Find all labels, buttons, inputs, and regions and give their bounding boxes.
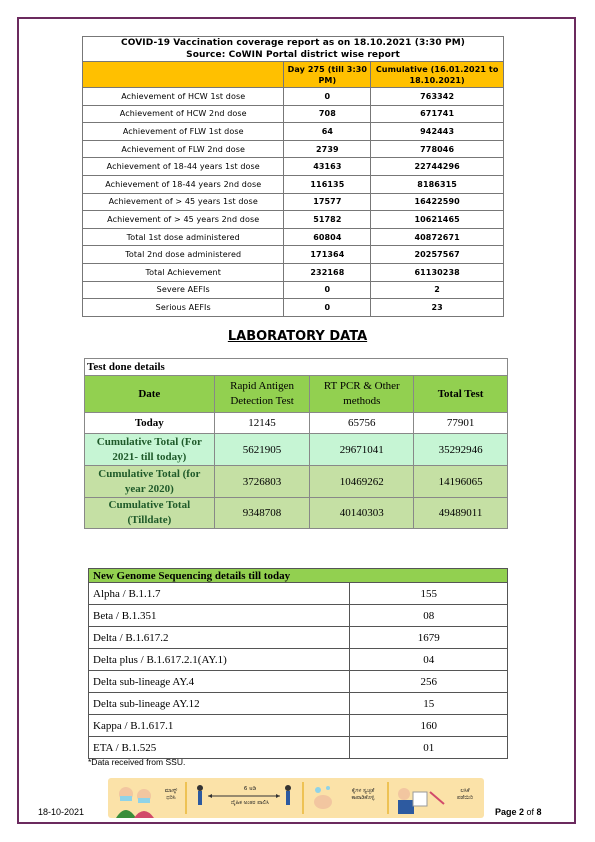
vaccination-row-cumulative: 2: [371, 281, 504, 299]
genome-table: [88, 568, 508, 759]
vaccination-row: [83, 193, 504, 211]
lab-row-cumulative-2020: [85, 466, 508, 498]
vaccination-row-label: Achievement of > 45 years 1st dose: [83, 193, 284, 211]
vaccination-row-cumulative: 10621465: [371, 211, 504, 229]
banner-text-vaccine: ಲಸಿಕೆ ಪಡೆಯಿರಿ: [456, 788, 474, 801]
lab-cell-date: Cumulative Total (Tilldate): [85, 498, 215, 529]
lab-table: [84, 358, 508, 529]
genome-variant-count: 1679: [350, 627, 508, 649]
vaccination-row-day: 2739: [284, 140, 371, 158]
vaccination-row-label: Achievement of 18-44 years 1st dose: [83, 158, 284, 176]
genome-row: [89, 649, 508, 671]
vaccination-row: [83, 158, 504, 176]
lab-cell-rtpcr: 40140303: [310, 498, 414, 529]
vaccination-row-label: Achievement of HCW 1st dose: [83, 88, 284, 106]
vaccination-row-cumulative: 23: [371, 299, 504, 317]
vaccination-row-label: Achievement of 18-44 years 2nd dose: [83, 175, 284, 193]
genome-heading: New Genome Sequencing details till today: [89, 569, 508, 583]
genome-row: [89, 605, 508, 627]
vaccination-row-cumulative: 22744296: [371, 158, 504, 176]
genome-variant-name: Beta / B.1.351: [89, 605, 350, 627]
genome-variant-count: 08: [350, 605, 508, 627]
banner-text-hygiene: ಕೈಗಳ ಸ್ವಚ್ಛತೆ ಕಾಪಾಡಿಕೊಳ್ಳಿ: [351, 788, 375, 801]
lab-cell-total: 49489011: [414, 498, 508, 529]
vaccination-row-cumulative: 20257567: [371, 246, 504, 264]
vaccination-row-day: 0: [284, 88, 371, 106]
genome-row: [89, 583, 508, 605]
vaccine-icon: [398, 788, 444, 814]
genome-variant-name: Delta sub-lineage AY.12: [89, 693, 350, 715]
vaccination-header-cumulative: Cumulative (16.01.2021 to 18.10.2021): [371, 62, 504, 88]
vaccination-row: [83, 246, 504, 264]
vaccination-row-cumulative: 8186315: [371, 175, 504, 193]
lab-caption: Test done details: [85, 359, 508, 376]
handwash-icon: [314, 786, 332, 809]
genome-variant-count: 256: [350, 671, 508, 693]
genome-header-row: [89, 569, 508, 583]
vaccination-row: [83, 263, 504, 281]
vaccination-row-day: 171364: [284, 246, 371, 264]
vaccination-row-day: 116135: [284, 175, 371, 193]
lab-cell-rat: 12145: [214, 413, 310, 434]
vaccination-row-label: Total Achievement: [83, 263, 284, 281]
lab-row-cumulative-2021: [85, 434, 508, 466]
vaccination-row-cumulative: 61130238: [371, 263, 504, 281]
vaccination-row-cumulative: 671741: [371, 105, 504, 123]
vaccination-row-label: Achievement of HCW 2nd dose: [83, 105, 284, 123]
lab-row-today: [85, 413, 508, 434]
lab-cell-date: Cumulative Total (for year 2020): [85, 466, 215, 498]
vaccination-row: [83, 140, 504, 158]
lab-header-rtpcr: RT PCR & Other methods: [310, 376, 414, 413]
vaccination-row-day: 64: [284, 123, 371, 141]
vaccination-row: [83, 88, 504, 106]
vaccination-row: [83, 228, 504, 246]
vaccination-row-label: Total 2nd dose administered: [83, 246, 284, 264]
vaccination-header-day: Day 275 (till 3:30 PM): [284, 62, 371, 88]
genome-variant-count: 04: [350, 649, 508, 671]
genome-variant-count: 155: [350, 583, 508, 605]
genome-variant-name: ETA / B.1.525: [89, 737, 350, 759]
genome-row: [89, 715, 508, 737]
vaccination-row-label: Serious AEFIs: [83, 299, 284, 317]
genome-variant-name: Delta plus / B.1.617.2.1(AY.1): [89, 649, 350, 671]
vaccination-row-day: 51782: [284, 211, 371, 229]
vaccination-table: [82, 36, 504, 317]
footer-date: 18-10-2021: [38, 807, 85, 817]
lab-row-cumulative-tilldate: [85, 498, 508, 529]
data-note: *Data received from SSU.: [88, 757, 186, 767]
vaccination-title: COVID-19 Vaccination coverage report as on 18.10.2021 (3:30 PM): [121, 38, 465, 48]
lab-header-row: [85, 376, 508, 413]
banner-text-distance: 6 ಅಡಿ ದೈಹಿಕ ಅಂತರ ಪಾಲಿಸಿ: [230, 786, 270, 806]
vaccination-row-label: Achievement of FLW 1st dose: [83, 123, 284, 141]
vaccination-row-cumulative: 778046: [371, 140, 504, 158]
vaccination-header-blank: [83, 62, 284, 88]
vaccination-row-day: 0: [284, 299, 371, 317]
genome-row: [89, 671, 508, 693]
banner-text-mask: ಮಾಸ್ಕ್ ಧರಿಸಿ: [164, 788, 178, 801]
vaccination-row-label: Achievement of FLW 2nd dose: [83, 140, 284, 158]
genome-variant-name: Alpha / B.1.1.7: [89, 583, 350, 605]
vaccination-row-cumulative: 40872671: [371, 228, 504, 246]
lab-cell-rtpcr: 29671041: [310, 434, 414, 466]
vaccination-row-label: Achievement of > 45 years 2nd dose: [83, 211, 284, 229]
genome-variant-count: 160: [350, 715, 508, 737]
lab-cell-total: 77901: [414, 413, 508, 434]
genome-variant-name: Delta / B.1.617.2: [89, 627, 350, 649]
vaccination-title-row: [83, 37, 504, 62]
genome-variant-count: 15: [350, 693, 508, 715]
vaccination-row-day: 60804: [284, 228, 371, 246]
vaccination-row-day: 43163: [284, 158, 371, 176]
lab-cell-date: Cumulative Total (For 2021- till today): [85, 434, 215, 466]
vaccination-row-day: 0: [284, 281, 371, 299]
lab-cell-rat: 3726803: [214, 466, 310, 498]
footer-page-number: Page 2 of 8: [495, 807, 542, 817]
lab-header-total: Total Test: [414, 376, 508, 413]
vaccination-source: Source: CoWIN Portal district wise report: [186, 50, 400, 60]
vaccination-row-label: Total 1st dose administered: [83, 228, 284, 246]
lab-cell-total: 14196065: [414, 466, 508, 498]
vaccination-row: [83, 299, 504, 317]
awareness-banner: [108, 778, 484, 818]
lab-heading: LABORATORY DATA: [227, 329, 368, 344]
genome-variant-name: Kappa / B.1.617.1: [89, 715, 350, 737]
masked-people-icon: [116, 787, 154, 818]
vaccination-row-day: 17577: [284, 193, 371, 211]
lab-header-rat: Rapid Antigen Detection Test: [214, 376, 310, 413]
vaccination-header-row: [83, 62, 504, 88]
vaccination-row-day: 708: [284, 105, 371, 123]
genome-row: [89, 737, 508, 759]
lab-cell-rat: 9348708: [214, 498, 310, 529]
vaccination-row: [83, 123, 504, 141]
lab-cell-rat: 5621905: [214, 434, 310, 466]
vaccination-row: [83, 175, 504, 193]
vaccination-row: [83, 105, 504, 123]
lab-header-date: Date: [85, 376, 215, 413]
lab-cell-date: Today: [85, 413, 215, 434]
vaccination-row-day: 232168: [284, 263, 371, 281]
lab-cell-rtpcr: 10469262: [310, 466, 414, 498]
vaccination-row-cumulative: 16422590: [371, 193, 504, 211]
genome-variant-count: 01: [350, 737, 508, 759]
genome-row: [89, 627, 508, 649]
genome-variant-name: Delta sub-lineage AY.4: [89, 671, 350, 693]
lab-cell-total: 35292946: [414, 434, 508, 466]
vaccination-row-label: Severe AEFIs: [83, 281, 284, 299]
vaccination-row: [83, 281, 504, 299]
lab-caption-row: [85, 359, 508, 376]
genome-row: [89, 693, 508, 715]
lab-cell-rtpcr: 65756: [310, 413, 414, 434]
vaccination-row: [83, 211, 504, 229]
vaccination-row-cumulative: 763342: [371, 88, 504, 106]
vaccination-row-cumulative: 942443: [371, 123, 504, 141]
